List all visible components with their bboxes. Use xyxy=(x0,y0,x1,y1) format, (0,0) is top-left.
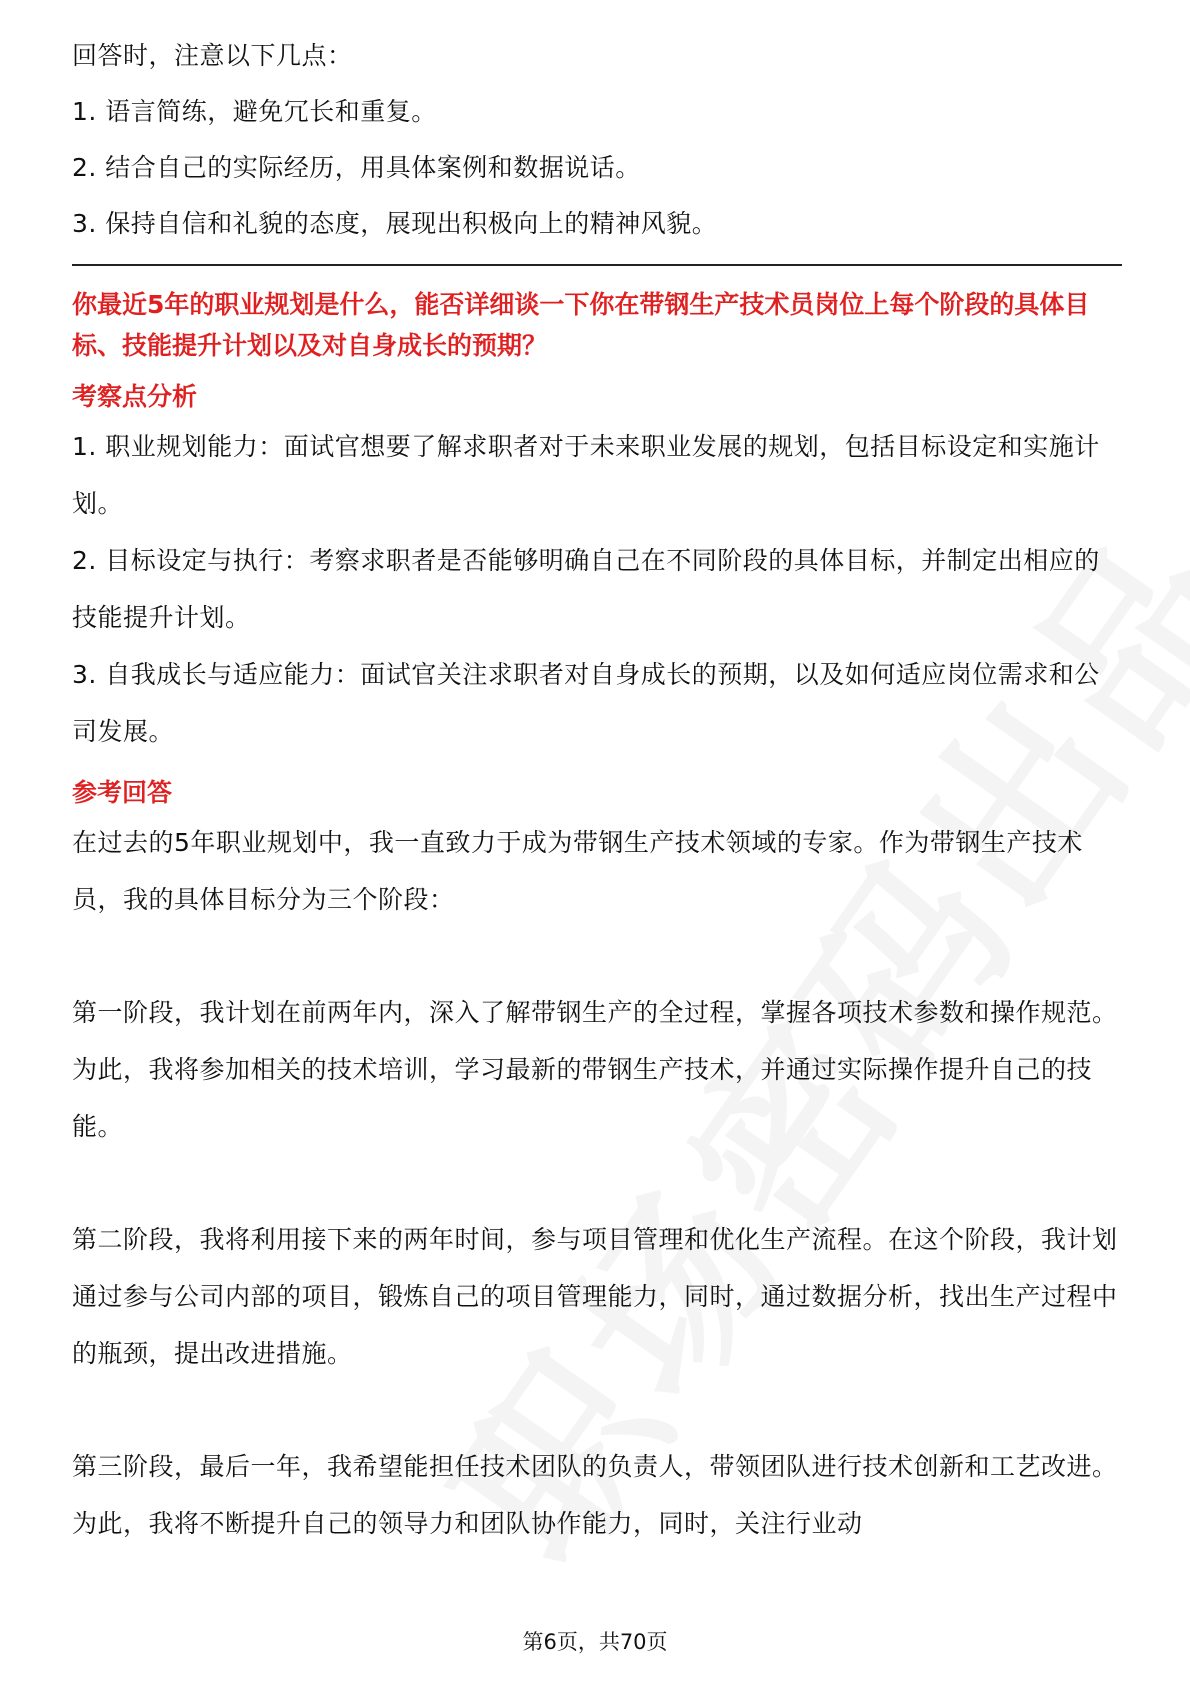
tip-item: 1. 语言简练，避免冗长和重复。 xyxy=(72,97,437,126)
answer-paragraph: 第三阶段，最后一年，我希望能担任技术团队的负责人，带领团队进行技术创新和工艺改进。为此，我将不断提升自己的领导力和团队协作能力，同时，关注行业动 xyxy=(72,1452,1118,1538)
section-divider xyxy=(72,264,1122,266)
analysis-title: 考察点分析 xyxy=(72,382,198,411)
answer-paragraph: 在过去的5年职业规划中，我一直致力于成为带钢生产技术领域的专家。作为带钢生产技术员，我的具体目标分为三个阶段： xyxy=(72,828,1083,914)
tip-item: 2. 结合自己的实际经历，用具体案例和数据说话。 xyxy=(72,153,641,182)
analysis-item: 2. 目标设定与执行：考察求职者是否能够明确自己在不同阶段的具体目标，并制定出相应的技能提升计划。 xyxy=(72,546,1100,632)
document-page xyxy=(72,40,1122,1552)
answer-paragraph: 第一阶段，我计划在前两年内，深入了解带钢生产的全过程，掌握各项技术参数和操作规范。为此，我将参加相关的技术培训，学习最新的带钢生产技术，并通过实际操作提升自己的技能。 xyxy=(72,998,1118,1141)
answer-paragraph: 第二阶段，我将利用接下来的两年时间，参与项目管理和优化生产流程。在这个阶段，我计划通过参与公司内部的项目，锻炼自己的项目管理能力，同时，通过数据分析，找出生产过程中的瓶颈，提出改进措施。 xyxy=(72,1225,1118,1368)
analysis-item: 1. 职业规划能力：面试官想要了解求职者对于未来职业发展的规划，包括目标设定和实施计划。 xyxy=(72,432,1100,518)
interview-question: 你最近5年的职业规划是什么，能否详细谈一下你在带钢生产技术员岗位上每个阶段的具体目标、技能提升计划以及对自身成长的预期？ xyxy=(72,290,1090,360)
answer-title: 参考回答 xyxy=(72,778,173,807)
intro-lead: 回答时，注意以下几点： xyxy=(72,41,353,70)
analysis-item: 3. 自我成长与适应能力：面试官关注求职者对自身成长的预期，以及如何适应岗位需求和公司发展。 xyxy=(72,660,1100,746)
page-footer: 第6页，共70页 xyxy=(522,1630,668,1654)
tip-item: 3. 保持自信和礼貌的态度，展现出积极向上的精神风貌。 xyxy=(72,209,718,238)
